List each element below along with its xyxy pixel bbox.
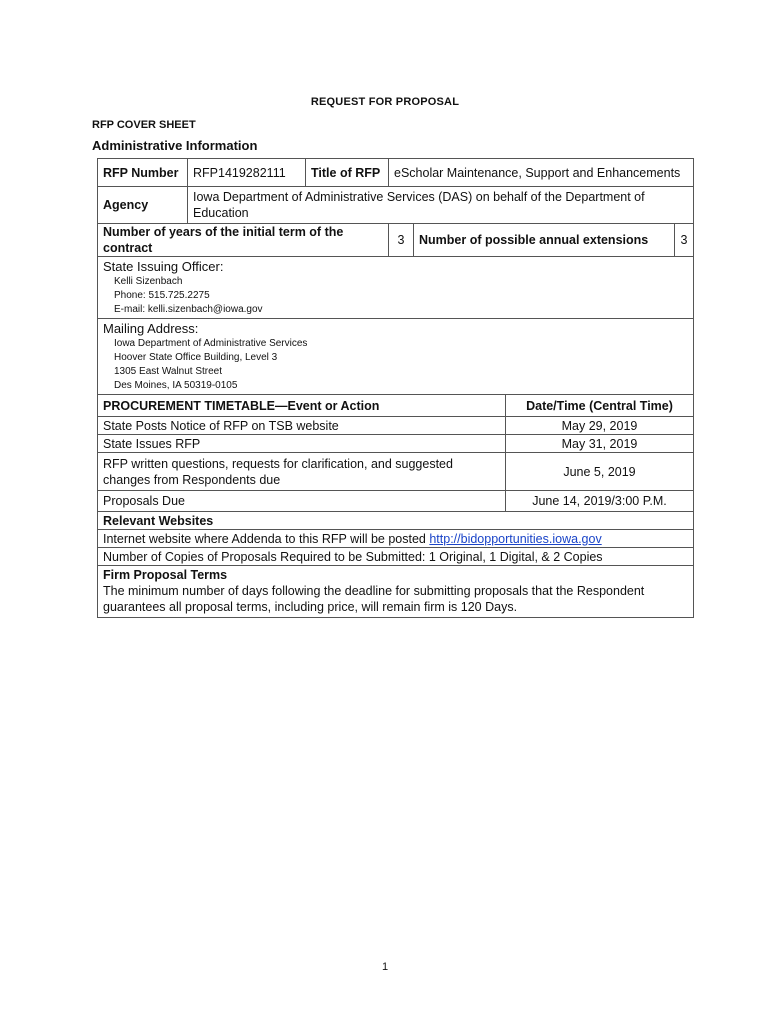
timetable-row [98,417,694,435]
officer-name: Kelli Sizenbach [114,276,183,287]
copies-text: Number of Copies of Proposals Required to be Submitted: 1 Original, 1 Digital, & 2 Copies [98,548,694,566]
timetable-date: May 31, 2019 [506,435,694,453]
addenda-website-text: Internet website where Addenda to this RFP will be posted [103,531,430,546]
timetable-row [98,435,694,453]
rfp-cover-table [97,158,694,618]
rfp-title-label: Title of RFP [306,159,389,187]
agency-row [98,187,694,224]
firm-terms-label: Firm Proposal Terms [103,568,228,582]
issuing-officer-label: State Issuing Officer: [103,259,224,274]
page-title: REQUEST FOR PROPOSAL [310,96,460,108]
relevant-websites-row [98,512,694,530]
section-heading: Administrative Information [92,138,258,153]
firm-terms-text: The minimum number of days following the deadline for submitting proposals that the Respondent guarantees all proposal terms, including price, will remain firm is 120 Days. [103,584,645,614]
cover-sheet-heading: RFP COVER SHEET [92,119,196,131]
timetable-event-header: PROCUREMENT TIMETABLE—Event or Action [98,395,506,417]
extensions-value: 3 [675,224,694,257]
contract-terms-row [98,224,694,257]
rfp-title-value: eScholar Maintenance, Support and Enhancements [389,159,694,187]
timetable-row [98,453,694,491]
mailing-line-2: Hoover State Office Building, Level 3 [114,352,278,363]
mailing-line-1: Iowa Department of Administrative Services [114,338,308,349]
agency-label: Agency [98,187,188,224]
mailing-line-3: 1305 East Walnut Street [114,366,223,377]
officer-email: E-mail: kelli.sizenbach@iowa.gov [114,304,263,315]
rfp-number-label: RFP Number [98,159,188,187]
rfp-number-value: RFP1419282111 [188,159,306,187]
mailing-line-4: Des Moines, IA 50319-0105 [114,380,238,391]
mailing-address-row [98,319,694,395]
firm-terms-row [98,566,694,618]
timetable-date: May 29, 2019 [506,417,694,435]
timetable-date: June 5, 2019 [506,453,694,491]
initial-term-label: Number of years of the initial term of the contract [98,224,389,257]
timetable-event: State Issues RFP [98,435,506,453]
mailing-address-label: Mailing Address: [103,321,199,336]
agency-value: Iowa Department of Administrative Services (DAS) on behalf of the Department of Education [188,187,694,224]
bid-opportunities-link[interactable]: http://bidopportunities.iowa.gov [429,531,602,546]
initial-term-value: 3 [389,224,414,257]
officer-phone: Phone: 515.725.2275 [114,290,210,301]
timetable-header-row [98,395,694,417]
addenda-website-row [98,530,694,548]
copies-row [98,548,694,566]
issuing-officer-row [98,257,694,319]
timetable-event: RFP written questions, requests for clarification, and suggested changes from Respondents due [98,453,506,491]
timetable-date-header: Date/Time (Central Time) [506,395,694,417]
timetable-event: State Posts Notice of RFP on TSB website [98,417,506,435]
relevant-websites-label: Relevant Websites [98,512,694,530]
timetable-date: June 14, 2019/3:00 P.M. [506,491,694,512]
timetable-row [98,491,694,512]
timetable-event: Proposals Due [98,491,506,512]
extensions-label: Number of possible annual extensions [414,224,675,257]
rfp-number-row [98,159,694,187]
page-number: 1 [381,961,389,973]
